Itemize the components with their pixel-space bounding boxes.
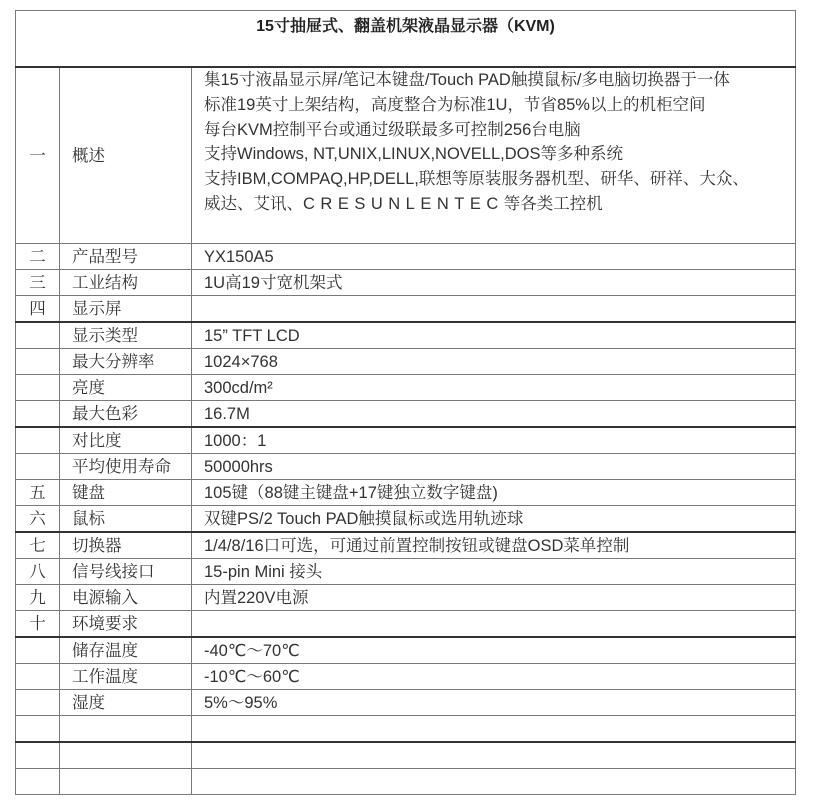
row-value: 内置220V电源 — [192, 585, 796, 611]
table-row — [16, 637, 796, 664]
table-row — [16, 690, 796, 716]
table-row — [16, 349, 796, 375]
row-value: 1/4/8/16口可选，可通过前置控制按钮或键盘OSD菜单控制 — [192, 532, 796, 559]
overview-line-last — [204, 192, 795, 217]
row-value: -10℃～60℃ — [192, 664, 796, 690]
row-number — [16, 427, 60, 454]
row-value: 5%～95% — [192, 690, 796, 716]
row-label — [60, 769, 192, 795]
overview-text-part: 等各类工控机 — [503, 194, 603, 213]
row-number — [16, 690, 60, 716]
row-label — [60, 716, 192, 743]
row-label: 储存温度 — [60, 637, 192, 664]
row-value: YX150A5 — [192, 244, 796, 270]
table-row — [16, 664, 796, 690]
row-label: 平均使用寿命 — [60, 454, 192, 480]
overview-line: 支持Windows, NT,UNIX,LINUX,NOVELL,DOS等多种系统 — [204, 145, 623, 164]
row-label: 概述 — [60, 67, 192, 244]
row-number: 九 — [16, 585, 60, 611]
row-number — [16, 454, 60, 480]
row-label: 键盘 — [60, 480, 192, 506]
table-row — [16, 585, 796, 611]
table-row — [16, 559, 796, 585]
row-number: 四 — [16, 296, 60, 323]
table-row — [16, 506, 796, 533]
row-number — [16, 664, 60, 690]
table-row-empty — [16, 742, 796, 769]
row-value — [192, 769, 796, 795]
row-number: 十 — [16, 611, 60, 638]
row-label: 鼠标 — [60, 506, 192, 533]
row-label: 最大分辨率 — [60, 349, 192, 375]
row-number — [16, 716, 60, 743]
row-value — [192, 716, 796, 743]
overview-line: 支持IBM,COMPAQ,HP,DELL,联想等原装服务器机型、研华、研祥、大众、 — [204, 170, 749, 189]
row-number — [16, 375, 60, 401]
table-row — [16, 401, 796, 428]
table-row-empty — [16, 769, 796, 795]
row-label: 工业结构 — [60, 270, 192, 296]
row-value — [192, 742, 796, 769]
row-label: 亮度 — [60, 375, 192, 401]
document-title: 15寸抽屉式、翻盖机架液晶显示器（KVM) — [16, 11, 796, 68]
overview-brand-text: CRESUNLENTEC — [303, 194, 504, 213]
row-number: 一 — [16, 67, 60, 244]
row-label: 切换器 — [60, 532, 192, 559]
row-value: 15” TFT LCD — [192, 322, 796, 349]
row-label: 产品型号 — [60, 244, 192, 270]
row-label: 显示屏 — [60, 296, 192, 323]
row-number: 三 — [16, 270, 60, 296]
table-row — [16, 322, 796, 349]
row-number: 二 — [16, 244, 60, 270]
row-label: 显示类型 — [60, 322, 192, 349]
row-number: 七 — [16, 532, 60, 559]
row-value — [192, 296, 796, 323]
table-row — [16, 480, 796, 506]
table-row-overview — [16, 67, 796, 244]
row-value — [192, 611, 796, 638]
row-number — [16, 637, 60, 664]
row-number — [16, 742, 60, 769]
table-row — [16, 454, 796, 480]
row-number: 五 — [16, 480, 60, 506]
overview-line: 标准19英寸上架结构，高度整合为标准1U，节省85%以上的机柜空间 — [204, 95, 706, 114]
row-label — [60, 742, 192, 769]
overview-line: 每台KVM控制平台或通过级联最多可控制256台电脑 — [204, 120, 581, 139]
row-value: 300cd/m² — [192, 375, 796, 401]
title-row — [16, 11, 796, 68]
row-label: 环境要求 — [60, 611, 192, 638]
table-row — [16, 427, 796, 454]
row-label: 对比度 — [60, 427, 192, 454]
row-value: 1024×768 — [192, 349, 796, 375]
row-label: 电源输入 — [60, 585, 192, 611]
table-row-empty — [16, 716, 796, 743]
table-row — [16, 270, 796, 296]
row-value: 1U高19寸宽机架式 — [192, 270, 796, 296]
row-number: 八 — [16, 559, 60, 585]
table-row — [16, 296, 796, 323]
row-value: 105键（88键主键盘+17键独立数字键盘) — [192, 480, 796, 506]
table-row — [16, 375, 796, 401]
row-number — [16, 349, 60, 375]
row-value: 1000：1 — [192, 427, 796, 454]
spec-table — [15, 10, 796, 795]
row-number — [16, 322, 60, 349]
row-label: 信号线接口 — [60, 559, 192, 585]
row-value: 15-pin Mini 接头 — [192, 559, 796, 585]
overview-line: 集15寸液晶显示屏/笔记本键盘/Touch PAD触摸鼠标/多电脑切换器于一体 — [204, 71, 730, 89]
row-value: -40℃～70℃ — [192, 637, 796, 664]
row-number — [16, 401, 60, 428]
row-value: 50000hrs — [192, 454, 796, 480]
row-value: 双键PS/2 Touch PAD触摸鼠标或选用轨迹球 — [192, 506, 796, 533]
overview-text — [192, 67, 796, 244]
row-value: 16.7M — [192, 401, 796, 428]
table-row — [16, 611, 796, 638]
overview-text-part: 威达、艾讯、 — [204, 194, 303, 213]
row-number — [16, 769, 60, 795]
table-row — [16, 532, 796, 559]
row-number: 六 — [16, 506, 60, 533]
table-row — [16, 244, 796, 270]
row-label: 工作温度 — [60, 664, 192, 690]
row-label: 湿度 — [60, 690, 192, 716]
row-label: 最大色彩 — [60, 401, 192, 428]
